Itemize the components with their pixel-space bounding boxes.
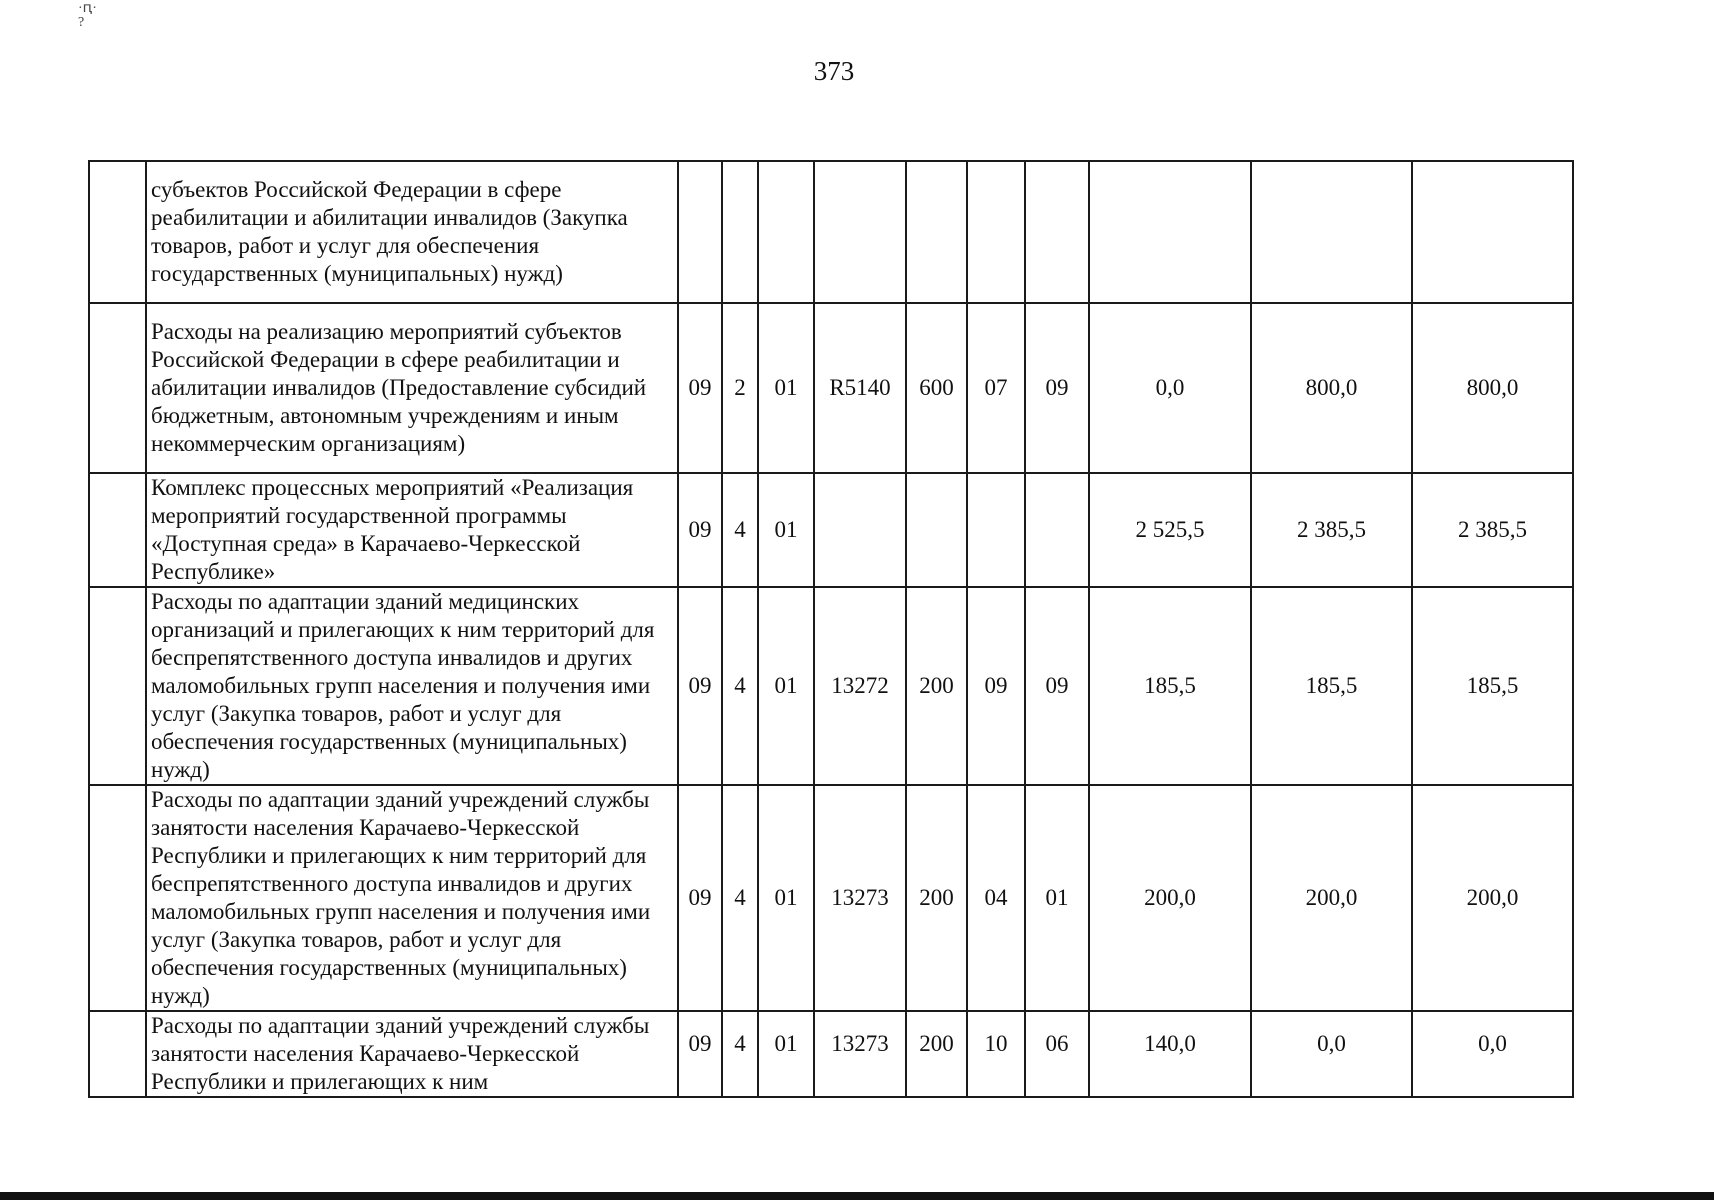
- direction-code-cell: [814, 161, 906, 303]
- main-event-code-cell: 01: [758, 1011, 814, 1097]
- expense-name-cell: Расходы по адаптации зданий медицинских организаций и прилегающих к ним территорий для беспрепятственного доступа инвалидов и других маломобильных групп населения и получения ими услуг (Закупка товаров, работ и услуг для обеспечения государственных (муниципальных) нужд): [146, 587, 678, 785]
- subprogram-code-cell: 4: [722, 587, 758, 785]
- amount-year-2-cell: 200,0: [1251, 785, 1412, 1011]
- expense-type-code-cell: 200: [906, 587, 967, 785]
- table-row: [89, 473, 1573, 587]
- table-row: [89, 161, 1573, 303]
- expense-type-code-cell: 200: [906, 785, 967, 1011]
- section-code-cell: 09: [967, 587, 1025, 785]
- subsection-code-cell: 09: [1025, 303, 1089, 473]
- amount-year-1-cell: [1089, 161, 1251, 303]
- direction-code-cell: 13272: [814, 587, 906, 785]
- budget-table: [88, 160, 1574, 1098]
- expense-name-cell: Расходы на реализацию мероприятий субъектов Российской Федерации в сфере реабилитации и абилитации инвалидов (Предоставление субсидий бюджетным, автономным учреждениям и иным некоммерческим организациям): [146, 303, 678, 473]
- subprogram-code-cell: [722, 161, 758, 303]
- amount-year-3-cell: [1412, 161, 1573, 303]
- section-code-cell: 07: [967, 303, 1025, 473]
- program-code-cell: 09: [678, 587, 722, 785]
- main-event-code-cell: 01: [758, 473, 814, 587]
- subprogram-code-cell: 4: [722, 473, 758, 587]
- row-number-cell: [89, 473, 146, 587]
- table-body: [89, 161, 1573, 1097]
- row-number-cell: [89, 303, 146, 473]
- amount-year-3-cell: 200,0: [1412, 785, 1573, 1011]
- amount-year-2-cell: 0,0: [1251, 1011, 1412, 1097]
- direction-code-cell: [814, 473, 906, 587]
- expense-name-cell: Расходы по адаптации зданий учреждений службы занятости населения Карачаево-Черкесской Республики и прилегающих к ним территорий для беспрепятственного доступа инвалидов и других маломобильных групп населения и получения ими услуг (Закупка товаров, работ и услуг для обеспечения государственных (муниципальных) нужд): [146, 785, 678, 1011]
- amount-year-2-cell: 185,5: [1251, 587, 1412, 785]
- section-code-cell: 10: [967, 1011, 1025, 1097]
- subsection-code-cell: 09: [1025, 587, 1089, 785]
- row-number-cell: [89, 1011, 146, 1097]
- subprogram-code-cell: 4: [722, 1011, 758, 1097]
- table-row: [89, 303, 1573, 473]
- expense-name-cell: Комплекс процессных мероприятий «Реализация мероприятий государственной программы «Доступная среда» в Карачаево-Черкесской Республике»: [146, 473, 678, 587]
- amount-year-3-cell: 0,0: [1412, 1011, 1573, 1097]
- row-number-cell: [89, 785, 146, 1011]
- row-number-cell: [89, 161, 146, 303]
- expense-name-cell: субъектов Российской Федерации в сфере реабилитации и абилитации инвалидов (Закупка товаров, работ и услуг для обеспечения государственных (муниципальных) нужд): [146, 161, 678, 303]
- amount-year-3-cell: 800,0: [1412, 303, 1573, 473]
- section-code-cell: [967, 473, 1025, 587]
- subprogram-code-cell: 2: [722, 303, 758, 473]
- subsection-code-cell: [1025, 161, 1089, 303]
- direction-code-cell: R5140: [814, 303, 906, 473]
- table-row: [89, 1011, 1573, 1097]
- amount-year-3-cell: 185,5: [1412, 587, 1573, 785]
- amount-year-1-cell: 200,0: [1089, 785, 1251, 1011]
- expense-name-cell: Расходы по адаптации зданий учреждений службы занятости населения Карачаево-Черкесской Республики и прилегающих к ним: [146, 1011, 678, 1097]
- program-code-cell: 09: [678, 785, 722, 1011]
- expense-type-code-cell: [906, 161, 967, 303]
- subprogram-code-cell: 4: [722, 785, 758, 1011]
- corner-scan-mark: ·ԥ· ?: [78, 1, 97, 30]
- expense-type-code-cell: 600: [906, 303, 967, 473]
- subsection-code-cell: [1025, 473, 1089, 587]
- table-row: [89, 785, 1573, 1011]
- row-number-cell: [89, 587, 146, 785]
- direction-code-cell: 13273: [814, 1011, 906, 1097]
- program-code-cell: 09: [678, 473, 722, 587]
- program-code-cell: 09: [678, 1011, 722, 1097]
- main-event-code-cell: [758, 161, 814, 303]
- amount-year-1-cell: 0,0: [1089, 303, 1251, 473]
- subsection-code-cell: 06: [1025, 1011, 1089, 1097]
- page-bottom-edge: [0, 1192, 1714, 1200]
- program-code-cell: 09: [678, 303, 722, 473]
- direction-code-cell: 13273: [814, 785, 906, 1011]
- expense-type-code-cell: [906, 473, 967, 587]
- amount-year-1-cell: 140,0: [1089, 1011, 1251, 1097]
- section-code-cell: 04: [967, 785, 1025, 1011]
- amount-year-1-cell: 2 525,5: [1089, 473, 1251, 587]
- amount-year-2-cell: 800,0: [1251, 303, 1412, 473]
- amount-year-3-cell: 2 385,5: [1412, 473, 1573, 587]
- expense-type-code-cell: 200: [906, 1011, 967, 1097]
- main-event-code-cell: 01: [758, 587, 814, 785]
- amount-year-2-cell: [1251, 161, 1412, 303]
- section-code-cell: [967, 161, 1025, 303]
- page-number: 373: [813, 56, 855, 86]
- amount-year-2-cell: 2 385,5: [1251, 473, 1412, 587]
- main-event-code-cell: 01: [758, 785, 814, 1011]
- main-event-code-cell: 01: [758, 303, 814, 473]
- program-code-cell: [678, 161, 722, 303]
- amount-year-1-cell: 185,5: [1089, 587, 1251, 785]
- table-row: [89, 587, 1573, 785]
- subsection-code-cell: 01: [1025, 785, 1089, 1011]
